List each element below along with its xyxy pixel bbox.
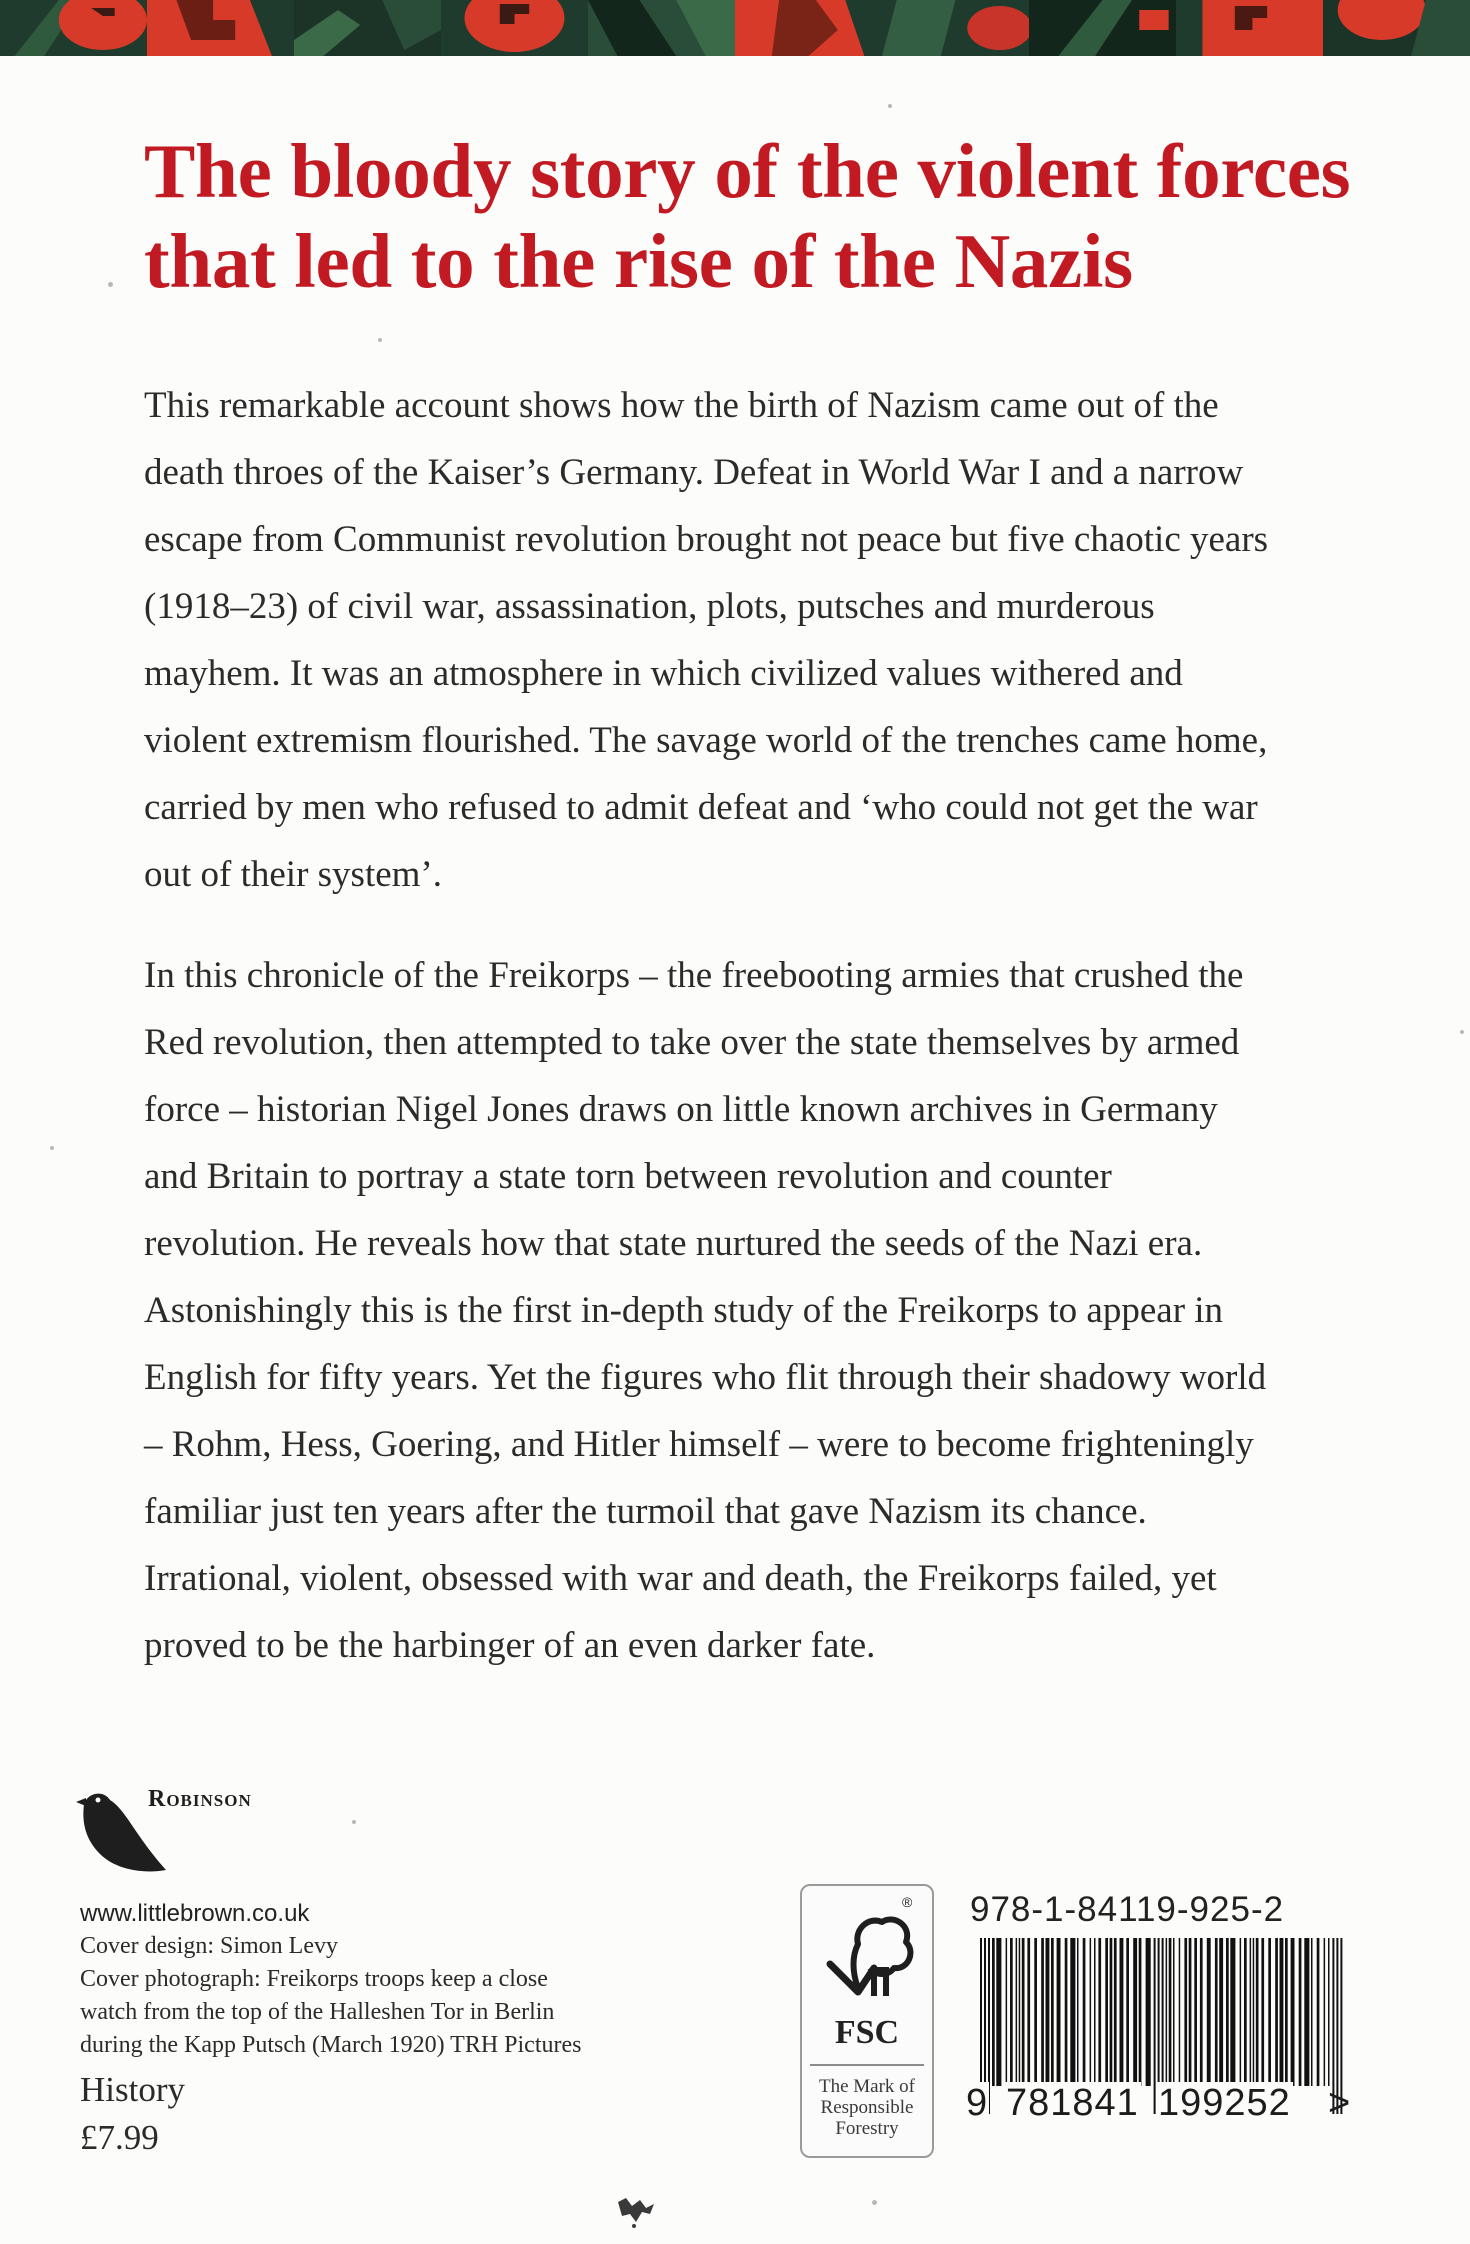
publisher-name: Robinson <box>148 1786 252 1812</box>
barcode-arrow: > <box>1328 2082 1351 2124</box>
barcode-bar <box>1110 1938 1113 2086</box>
top-cover-art-strip <box>0 0 1470 56</box>
barcode-bar <box>1256 1938 1259 2086</box>
barcode-bar <box>1240 1938 1242 2086</box>
fsc-label: FSC <box>834 2014 900 2051</box>
strip-tile <box>588 0 735 56</box>
blurb-line: and Britain to portray a state torn between revolution and counter <box>144 1156 1112 1197</box>
barcode-bar <box>1299 1938 1302 2086</box>
strip-tile <box>441 0 588 56</box>
speck <box>888 104 892 108</box>
publisher-website[interactable]: www.littlebrown.co.uk <box>80 1900 310 1927</box>
blurb-line: English for fifty years. Yet the figures who flit through their shadowy world <box>144 1357 1267 1398</box>
fsc-registered-mark: ® <box>902 1894 913 1910</box>
blurb-line: mayhem. It was an atmosphere in which civilized values withered and <box>144 653 1183 694</box>
strip-tile <box>1176 0 1323 56</box>
barcode-bar <box>1219 1938 1223 2086</box>
barcode-bar <box>1207 1938 1211 2086</box>
speck <box>378 338 382 342</box>
barcode-bar <box>1114 1938 1117 2086</box>
strip-tile <box>294 0 441 56</box>
barcode-bar <box>1016 1938 1018 2086</box>
blurb <box>144 372 1406 1679</box>
barcode-bar <box>1317 1938 1320 2086</box>
credit-line: Cover photograph: Freikorps troops keep a close <box>80 1966 548 1992</box>
barcode-bar <box>1166 1938 1168 2086</box>
barcode-bar <box>1285 1938 1288 2086</box>
barcode-bar <box>1120 1938 1124 2086</box>
barcode-bar <box>1179 1938 1181 2086</box>
barcode-digits-left: 781841 <box>1006 2082 1139 2124</box>
barcode-bar <box>996 1938 1001 2086</box>
barcode-bar <box>1215 1938 1218 2086</box>
credit-line: watch from the top of the Halleshen Tor in Berlin <box>80 1999 555 2025</box>
strip-tile <box>147 0 294 56</box>
barcode-bar <box>1275 1938 1278 2086</box>
blurb-line: Astonishingly this is the first in-depth study of the Freikorps to appear in <box>144 1290 1224 1331</box>
barcode-bar <box>1194 1938 1197 2086</box>
headline <box>144 126 1404 306</box>
blurb-line: familiar just ten years after the turmoil that gave Nazism its chance. <box>144 1491 1147 1532</box>
barcode-bar <box>1291 1938 1295 2086</box>
blurb-line: violent extremism flourished. The savage world of the trenches came home, <box>144 720 1268 761</box>
barcode-bar <box>1083 1938 1086 2086</box>
barcode-bar <box>1139 1938 1142 2086</box>
barcode-bar <box>1041 1938 1044 2086</box>
strip-tile <box>1029 0 1176 56</box>
barcode-digits-right: 199252 <box>1158 2082 1291 2124</box>
blurb-line: carried by men who refused to admit defeat and ‘who could not get the war <box>144 787 1258 828</box>
headline-line: that led to the rise of the Nazis <box>144 218 1133 304</box>
barcode-bar <box>1250 1938 1252 2086</box>
barcode-bar <box>1328 1938 1330 2086</box>
barcode-bar <box>1065 1938 1068 2086</box>
barcode-digits <box>958 2082 1368 2126</box>
barcode-bar <box>1027 1938 1030 2086</box>
blurb-line: This remarkable account shows how the birth of Nazism came out of the <box>144 385 1219 426</box>
barcode-bar <box>1169 1938 1172 2086</box>
barcode-bar <box>1090 1938 1092 2086</box>
barcode-bar <box>1311 1938 1313 2086</box>
blurb-line: (1918–23) of civil war, assassination, plots, putsches and murderous <box>144 586 1155 627</box>
barcode-bar <box>1230 1938 1235 2086</box>
blurb-line: proved to be the harbinger of an even darker fate. <box>144 1625 876 1666</box>
blurb-line: Red revolution, then attempted to take over the state themselves by armed <box>144 1022 1240 1063</box>
barcode-bar <box>1280 1938 1284 2086</box>
speck <box>352 1820 356 1824</box>
blurb-line: In this chronicle of the Freikorps – the freebooting armies that crushed the <box>144 955 1244 996</box>
barcode-bar <box>1034 1938 1037 2086</box>
barcode-bar <box>1098 1938 1101 2086</box>
barcode-bar <box>1051 1938 1054 2086</box>
barcode-bar <box>1253 1938 1255 2086</box>
barcode-bar <box>1146 1938 1151 2086</box>
speck <box>50 1146 54 1150</box>
fsc-divider <box>810 2064 924 2066</box>
strip-tile <box>882 0 1029 56</box>
barcode-bar <box>1126 1938 1129 2086</box>
fsc-tagline-line: The Mark of <box>818 2076 916 2097</box>
barcode-bar <box>1077 1938 1079 2086</box>
speck <box>1460 1030 1464 1034</box>
blurb-line: out of their system’. <box>144 854 443 895</box>
credit-line: during the Kapp Putsch (March 1920) TRH Pictures <box>80 2032 582 2058</box>
barcode-bar <box>1094 1938 1096 2086</box>
blurb-line: revolution. He reveals how that state nurtured the seeds of the Nazi era. <box>144 1223 1203 1264</box>
barcode-bar <box>1189 1938 1192 2086</box>
strip-tile <box>735 0 882 56</box>
blurb-line: – Rohm, Hess, Goering, and Hitler himself – were to become frighteningly <box>144 1424 1254 1465</box>
credit-line: Cover design: Simon Levy <box>80 1933 338 1959</box>
blurb-paragraph-1 <box>144 372 1406 908</box>
barcode-bar <box>1057 1938 1061 2086</box>
barcode-bar <box>1184 1938 1187 2086</box>
fsc-badge <box>800 1884 934 2158</box>
barcode-bar <box>1070 1938 1075 2086</box>
barcode-bar <box>1046 1938 1050 2086</box>
headline-line: The bloody story of the violent forces <box>144 128 1351 214</box>
credits-block <box>80 1898 760 2162</box>
barcode-bar <box>1133 1938 1137 2086</box>
barcode-bar <box>1268 1938 1271 2086</box>
fsc-tree-icon <box>812 1900 924 2010</box>
barcode-bar <box>1006 1938 1008 2086</box>
fsc-tagline-line: Forestry <box>835 2118 899 2139</box>
speck <box>872 2200 877 2205</box>
barcode-bar <box>1022 1938 1025 2086</box>
barcode-bar <box>1324 1938 1326 2086</box>
strip-tile <box>1323 0 1470 56</box>
strip-tile <box>0 0 147 56</box>
barcode-bar <box>1019 1938 1021 2086</box>
isbn-text: 978-1-84119-925-2 <box>970 1890 1285 1929</box>
blurb-line: Irrational, violent, obsessed with war and death, the Freikorps failed, yet <box>144 1558 1217 1599</box>
blurb-line: force – historian Nigel Jones draws on little known archives in Germany <box>144 1089 1218 1130</box>
speck <box>108 282 113 287</box>
blurb-paragraph-2 <box>144 942 1406 1679</box>
category-label: History <box>80 2070 185 2109</box>
barcode-bar <box>1010 1938 1013 2086</box>
barcode-digit-first: 9 <box>966 2082 988 2124</box>
barcode-bar <box>1244 1938 1247 2086</box>
barcode-bar <box>1173 1938 1175 2086</box>
barcode-bar <box>1105 1938 1108 2086</box>
barcode-bar <box>992 1938 995 2086</box>
fsc-tagline <box>802 2076 932 2139</box>
barcode-bar <box>1226 1938 1229 2086</box>
barcode-bar <box>1261 1938 1264 2086</box>
price-label: £7.99 <box>80 2118 159 2157</box>
blurb-line: death throes of the Kaiser’s Germany. Defeat in World War I and a narrow <box>144 452 1244 493</box>
blurb-line: escape from Communist revolution brought not peace but five chaotic years <box>144 519 1269 560</box>
fsc-tagline-line: Responsible <box>820 2097 914 2118</box>
barcode-bar <box>1200 1938 1203 2086</box>
imprint-mark-icon <box>612 2196 662 2230</box>
barcode-bar <box>1304 1938 1309 2086</box>
